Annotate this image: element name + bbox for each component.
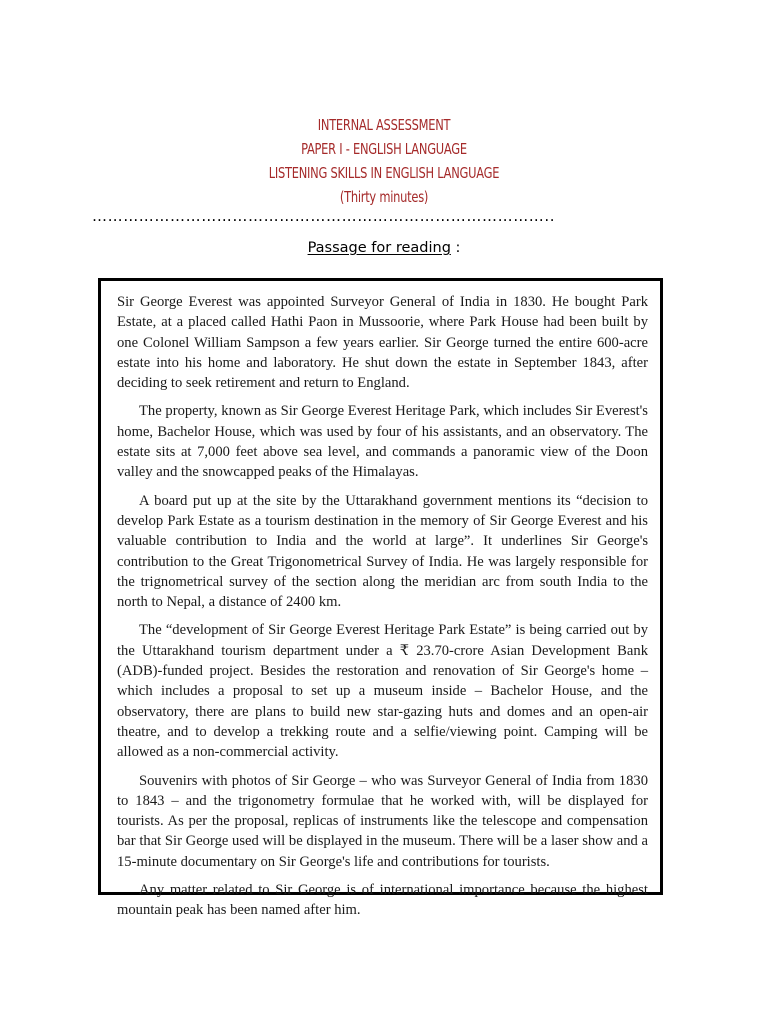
passage-paragraph: A board put up at the site by the Uttarakhand government mentions its “decision to develop Park Estate as a tourism destination in the memory of Sir George Everest and his valuable contribution to India and the world at large”. It underlines Sir George's contribution to the Great Trigonometrical Survey of India. He was largely responsible for the trignometrical survey of the section along the meridian arc from south India to the north to Nepal, a distance of 2400 km.: [117, 492, 648, 611]
passage-paragraph: Sir George Everest was appointed Surveyor General of India in 1830. He bought Park Estate, at a placed called Hathi Paon in Mussoorie, where Park House had been built by one Colonel William Sampson a few years earlier. Sir George turned the entire 600-acre estate into his home and laboratory. He shut down the estate in September 1843, after deciding to seek retirement and return to England.: [117, 294, 648, 392]
dotted-divider: ……………………………………………………………………………..: [92, 207, 556, 225]
passage-paragraph: The property, known as Sir George Everest Heritage Park, which includes Sir Everest's home, Bachelor House, which was used by four of his assistants, and an observatory. The estate sits at 7,000 feet above sea level, and commands a panoramic view of the Doon valley and the snowcapped peaks of the Himalayas.: [117, 403, 648, 481]
passage-paragraph: Souvenirs with photos of Sir George – who was Surveyor General of India from 1830 to 1843 – and the trigonometry formulae that he worked with, will be displayed for tourists. As per the proposal, replicas of instruments like the telescope and compensation bar that Sir George used will be displayed in the museum. There will be a laser show and a 15-minute documentary on Sir George's life and contributions for tourists.: [117, 772, 648, 870]
reading-passage-box: [98, 278, 663, 919]
skills-title: LISTENING SKILLS IN ENGLISH LANGUAGE: [268, 164, 500, 182]
passage-heading-text: Passage for reading: [307, 240, 451, 256]
passage-heading: [0, 240, 768, 256]
passage-paragraph: The “development of Sir George Everest Heritage Park Estate” is being carried out by the Uttarakhand tourism department under a ₹ 23.70-crore Asian Development Bank (ADB)-funded project. Besides the restoration and renovation of Sir George's home – which includes a proposal to set up a museum inside – Bachelor House, and the observatory, there are plans to build new star-gazing huts and domes and an open-air theatre, and to develop a trekking route and a selfie/viewing point. Camping will be allowed as a non-commercial activity.: [117, 622, 648, 761]
document-header: [0, 113, 768, 209]
duration-label: (Thirty minutes): [339, 188, 429, 206]
passage-paragraph: Any matter related to Sir George is of international importance because the highest mountain peak has been named after him.: [117, 882, 648, 919]
passage-heading-colon: :: [450, 240, 461, 256]
assessment-title: INTERNAL ASSESSMENT: [317, 116, 451, 134]
paper-title: PAPER I - ENGLISH LANGUAGE: [301, 140, 467, 158]
